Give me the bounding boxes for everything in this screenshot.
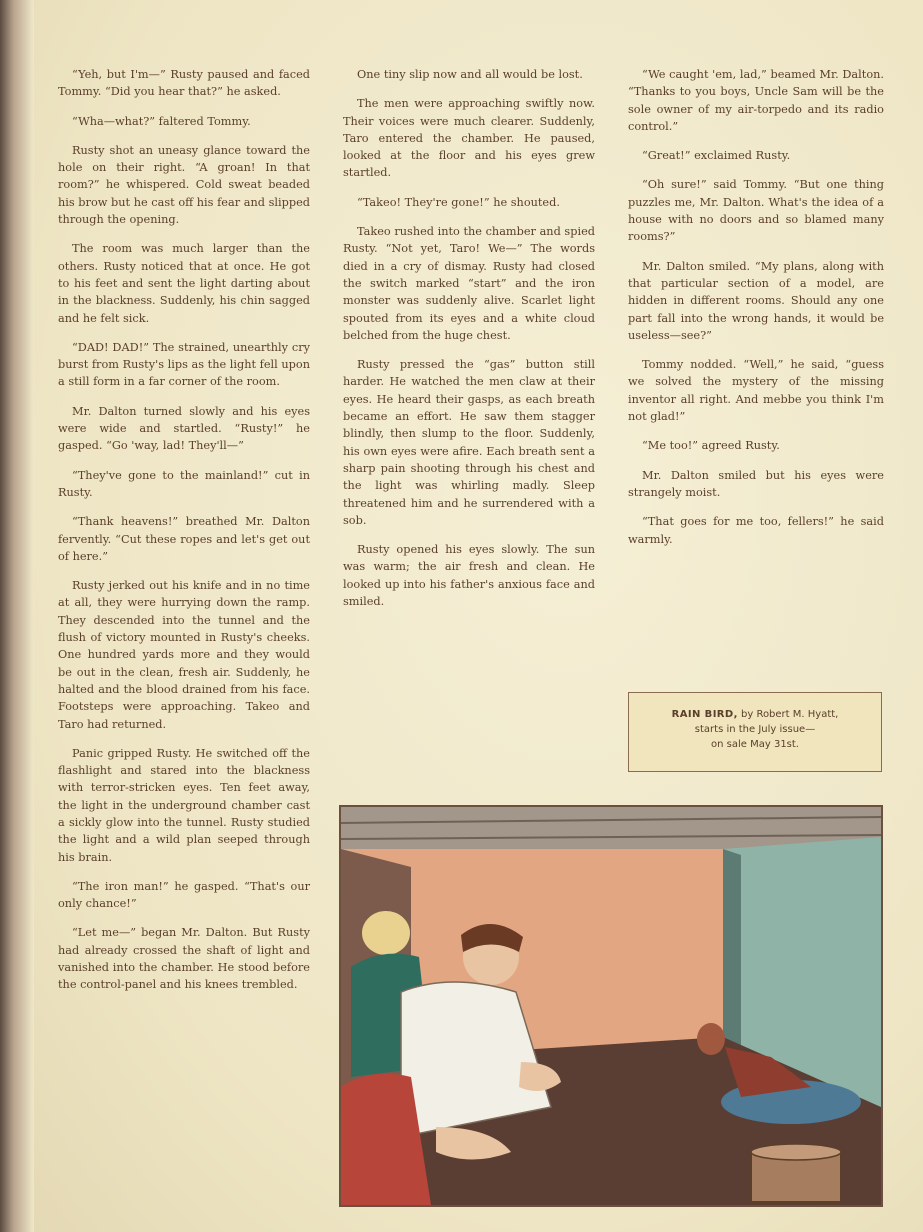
paragraph: “Oh sure!” said Tommy. “But one thing puzzles me, Mr. Dalton. What's the idea of a house with no doors and so blamed many rooms?” [628, 178, 884, 244]
paragraph: “Yeh, but I'm—” Rusty paused and faced Tommy. “Did you hear that?” he asked. [58, 68, 310, 99]
paragraph: “We caught 'em, lad,” beamed Mr. Dalton. “Thanks to you boys, Uncle Sam will be the sole owner of my air-torpedo and its radio control.” [628, 68, 884, 133]
paragraph: “That goes for me too, fellers!” he said warmly. [628, 515, 884, 546]
illustration-drawing [341, 807, 881, 1205]
illustration-man-head [697, 1023, 725, 1055]
notice-line-3: on sale May 31st. [711, 739, 799, 750]
paragraph: “Thank heavens!” breathed Mr. Dalton fervently. “Cut these ropes and let's get out of here.” [58, 515, 310, 563]
paragraph: “Me too!” agreed Rusty. [642, 439, 780, 453]
paragraph: “DAD! DAD!” The strained, unearthly cry burst from Rusty's lips as the light fell upon a still form in a far corner of the room. [58, 340, 310, 389]
paragraph: “They've gone to the mainland!” cut in Rusty. [58, 468, 310, 499]
illustration-blond-boy-head [362, 911, 410, 955]
paragraph: “The iron man!” he gasped. “That's our only chance!” [58, 879, 310, 911]
paragraph: Rusty opened his eyes slowly. The sun was warm; the air fresh and clean. He looked up into his father's anxious face and smiled. [343, 543, 595, 609]
paragraph: “Takeo! They're gone!” he shouted. [357, 195, 560, 209]
story-illustration [339, 805, 883, 1207]
paragraph: Mr. Dalton smiled but his eyes were strangely moist. [628, 468, 884, 499]
notice-line-2: starts in the July issue— [694, 724, 816, 735]
paragraph: Panic gripped Rusty. He switched off the flashlight and stared into the blackness with terror-stricken eyes. Ten feet away, the light in the underground chamber cast a sickly glow into the tunnel. Rusty studied the light and a wild plan seeped through his brain. [58, 746, 310, 864]
illustration-ceiling [341, 807, 881, 849]
paragraph: One tiny slip now and all would be lost. [357, 68, 583, 81]
paragraph: “Great!” exclaimed Rusty. [642, 149, 791, 163]
notice-author: by Robert M. Hyatt, [741, 709, 839, 720]
next-issue-notice [628, 692, 882, 772]
notice-book-title: RAIN BIRD, [671, 709, 738, 720]
paragraph: Takeo rushed into the chamber and spied Rusty. “Not yet, Taro! We—” The words died in a cry of dismay. Rusty had closed the switch marked “start” and the iron monster was suddenly alive. Scarlet light spouted from its eyes and a white cloud belched from the huge chest. [343, 225, 595, 342]
story-column-3 [628, 66, 884, 560]
book-spine [0, 0, 34, 1232]
paragraph: Mr. Dalton turned slowly and his eyes were wide and startled. “Rusty!” he gasped. “Go 'way, lad! They'll—” [58, 404, 310, 453]
story-column-1 [58, 66, 310, 1006]
paragraph: Tommy nodded. “Well,” he said, “guess we solved the mystery of the missing inventor all right. And mebbe you think I'm not glad!” [628, 358, 884, 424]
paragraph: Mr. Dalton smiled. “My plans, along with that particular section of a model, are hidden in different rooms. Should any one part fall into the wrong hands, it would be useless—see?” [628, 259, 884, 342]
paragraph: The room was much larger than the others. Rusty noticed that at once. He got to his feet and sent the light darting about in the blackness. Suddenly, his chin sagged and he felt sick. [58, 242, 310, 325]
paragraph: “Wha—what?” faltered Tommy. [72, 114, 251, 128]
paragraph: “Let me—” began Mr. Dalton. But Rusty had already crossed the shaft of light and vanished into the chamber. He stood before the control-panel and his knees trembled. [58, 926, 310, 992]
story-column-2 [343, 66, 595, 622]
paragraph: Rusty shot an uneasy glance toward the hole on their right. “A groan! In that room?” he whispered. Cold sweat beaded his brow but he cast off his fear and slipped through the opening. [58, 143, 310, 227]
paragraph: Rusty pressed the “gas” button still harder. He watched the men claw at their eyes. He heard their gasps, as each breath became an effort. He saw them stagger blindly, then slump to the floor. Suddenly, his own eyes were afire. Each breath sent a sharp pain shooting through his chest and the light was whirling madly. Sleep threatened him and he surrendered with a sob. [343, 358, 595, 527]
paragraph: Rusty jerked out his knife and in no time at all, they were hurrying down the ramp. They descended into the tunnel and the flush of victory mounted in Rusty's cheeks. One hundred yards more and they would be out in the clean, fresh air. Suddenly, he halted and the blood drained from his face. Footsteps were approaching. Takeo and Taro had returned. [58, 579, 310, 731]
paragraph: The men were approaching swiftly now. Their voices were much clearer. Suddenly, Taro entered the chamber. He paused, looked at the floor and his eyes grew startled. [343, 97, 595, 180]
